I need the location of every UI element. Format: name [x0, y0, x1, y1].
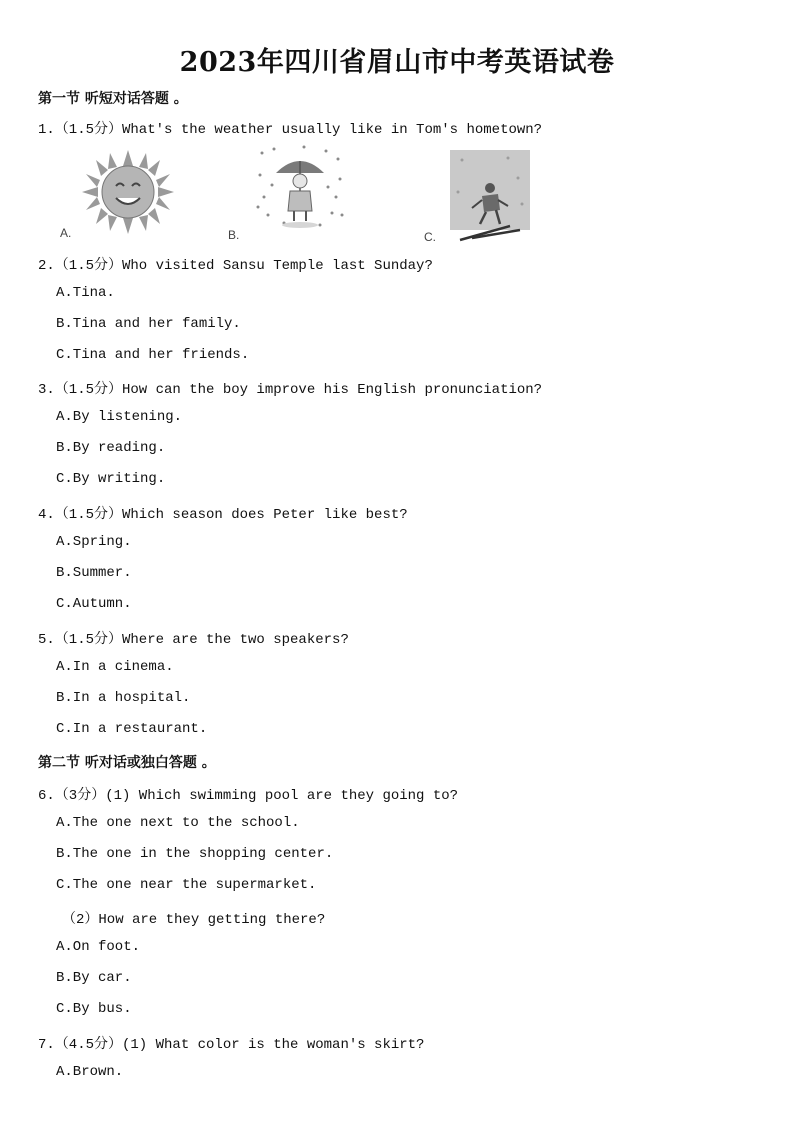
picture-label-a: A. [60, 226, 72, 240]
snow-skiing-icon [448, 148, 532, 242]
option-4c: C.Autumn. [56, 596, 132, 612]
option-5c: C.In a restaurant. [56, 721, 208, 737]
option-7-1a: A.Brown. [56, 1064, 124, 1080]
option-4a: A.Spring. [56, 534, 132, 550]
rain-umbrella-icon [254, 145, 346, 231]
picture-label-b: B. [228, 228, 240, 242]
option-6-1c: C.The one near the supermarket. [56, 877, 317, 893]
section-heading-2: 第二节 听对话或独白答题 。 [38, 755, 216, 771]
option-6-1b: B.The one in the shopping center. [56, 846, 334, 862]
section-heading-1: 第一节 听短对话答题 。 [38, 91, 188, 107]
page-title: 2023年四川省眉山市中考英语试卷 [179, 47, 615, 78]
question-6: 6.（3分）(1) Which swimming pool are they going to? [38, 788, 459, 804]
question-5: 5.（1.5分）Where are the two speakers? [38, 632, 349, 648]
question-4: 4.（1.5分）Which season does Peter like best? [38, 507, 408, 523]
option-3a: A.By listening. [56, 409, 183, 425]
option-3b: B.By reading. [56, 440, 166, 456]
option-6-2a: A.On foot. [56, 939, 141, 955]
question-1: 1.（1.5分）What's the weather usually like in Tom's hometown? [38, 122, 543, 138]
option-2a: A.Tina. [56, 285, 115, 301]
option-5b: B.In a hospital. [56, 690, 191, 706]
question-2: 2.（1.5分）Who visited Sansu Temple last Sunday? [38, 258, 433, 274]
question-7: 7.（4.5分）(1) What color is the woman's skirt? [38, 1037, 425, 1053]
sun-icon [82, 150, 174, 234]
option-6-2c: C.By bus. [56, 1001, 132, 1017]
option-6-1a: A.The one next to the school. [56, 815, 300, 831]
option-2c: C.Tina and her friends. [56, 347, 250, 363]
option-6-2b: B.By car. [56, 970, 132, 986]
question-6-part-2: （2）How are they getting there? [62, 912, 326, 928]
option-4b: B.Summer. [56, 565, 132, 581]
option-5a: A.In a cinema. [56, 659, 174, 675]
question-3: 3.（1.5分）How can the boy improve his English pronunciation? [38, 382, 543, 398]
picture-label-c: C. [424, 230, 436, 244]
option-2b: B.Tina and her family. [56, 316, 241, 332]
option-3c: C.By writing. [56, 471, 166, 487]
